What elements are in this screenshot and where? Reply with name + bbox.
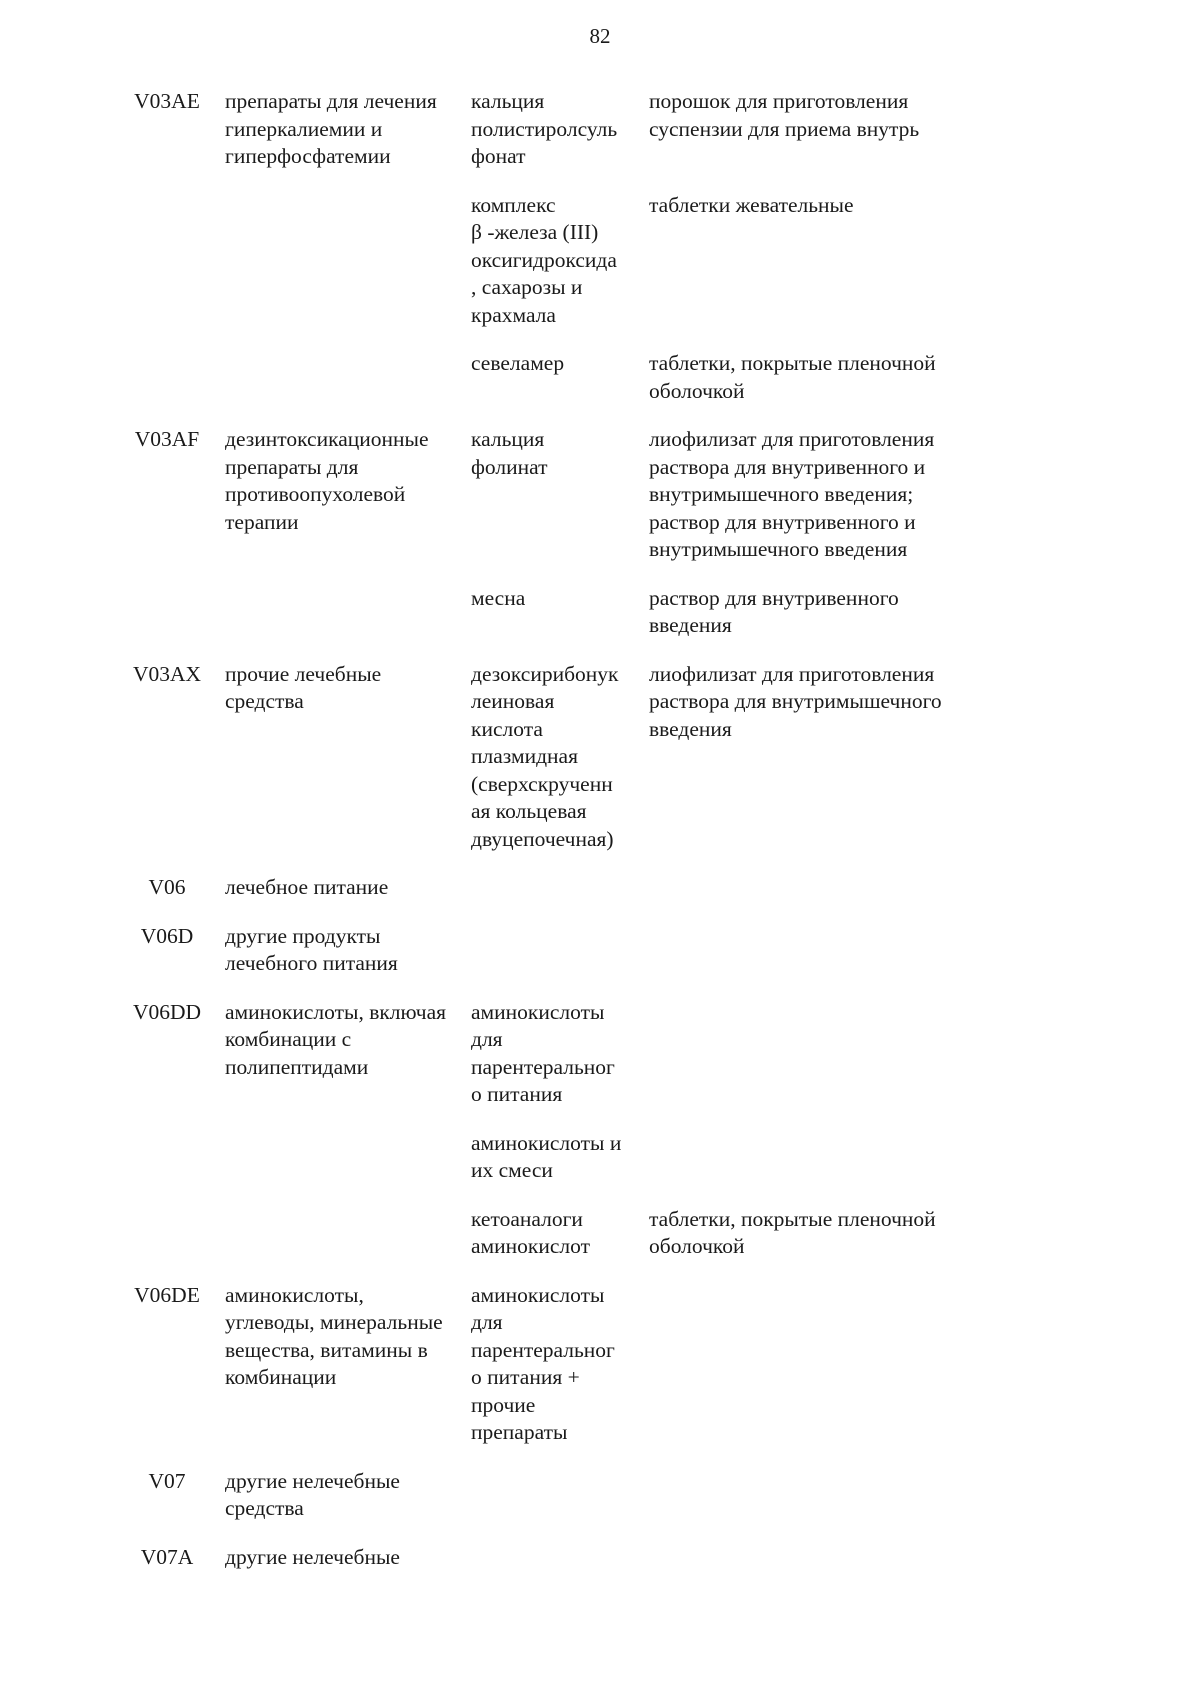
atc-code: V03AF [134,427,200,451]
drug-name [471,1544,649,1593]
drug-name: аминокислоты для парентеральног о питания [471,999,615,1106]
table-body [117,88,989,1592]
atc-group: другие нелечебные [225,1544,400,1569]
table-row [117,1282,989,1468]
table-row [117,1468,989,1544]
atc-group: дезинтоксикационные препараты для противоопухолевой терапии [225,427,429,534]
table-row [117,1206,989,1282]
dosage-form: таблетки жевательные [649,192,854,217]
drug-name: дезоксирибонук леиновая кислота плазмидная (сверхскрученн ая кольцевая двуцепочечная) [471,661,619,851]
dosage-form [649,1544,989,1593]
table-row [117,585,989,661]
drug-name [471,923,649,999]
drug-name: аминокислоты и их смеси [471,1130,622,1182]
atc-group: прочие лечебные средства [225,661,382,713]
atc-code [117,1130,217,1206]
dosage-form: раствор для внутривенного введения [649,585,899,637]
dosage-form [649,1468,989,1544]
table-row [117,350,989,426]
drug-name: кальция полистиролсуль фонат [471,89,618,168]
drug-name [471,874,649,923]
drug-name [471,1468,649,1544]
drug-name: аминокислоты для парентеральног о питания + прочие препараты [471,1282,615,1444]
dosage-form: таблетки, покрытые пленочной оболочкой [649,1206,936,1258]
drug-name: месна [471,585,526,610]
drug-name: кальция фолинат [471,427,548,479]
table-row [117,874,989,923]
atc-code [117,1206,217,1282]
atc-group: другие нелечебные средства [225,1468,400,1520]
dosage-form [649,923,989,999]
dosage-form: порошок для приготовления суспензии для приема внутрь [649,89,920,141]
table-row [117,1130,989,1206]
atc-code: V07A [140,1544,194,1569]
atc-code: V06D [140,923,194,948]
atc-group [217,1206,471,1282]
dosage-form [649,1282,989,1468]
atc-group: другие продукты лечебного питания [225,923,398,975]
atc-group: препараты для лечения гиперкалиемии и гиперфосфатемии [225,89,437,168]
medication-table [117,88,989,1592]
atc-code [117,585,217,661]
atc-group [217,192,471,351]
atc-group [217,350,471,426]
atc-code: V03AX [132,661,202,686]
dosage-form [649,1130,989,1206]
table-row [117,426,989,585]
atc-code [117,350,217,426]
table-row [117,1544,989,1593]
drug-name: севеламер [471,351,565,375]
atc-code: V07 [148,1468,186,1493]
drug-name: кетоаналоги аминокислот [471,1206,590,1258]
atc-code: V06 [148,875,186,899]
atc-code: V06DD [132,999,202,1024]
drug-name: комплекс β -железа (III) оксигидроксида , сахарозы и крахмала [471,192,617,327]
table-row [117,192,989,351]
atc-code: V06DE [134,1282,200,1307]
table-row [117,88,989,192]
table-row [117,923,989,999]
atc-group [217,585,471,661]
atc-group: лечебное питание [225,875,389,899]
dosage-form [649,999,989,1130]
dosage-form: лиофилизат для приготовления раствора для внутримышечного введения [649,661,942,741]
table-row [117,661,989,875]
dosage-form: лиофилизат для приготовления раствора для внутривенного и внутримышечного введения; раствор для внутривенного и внутримышечного введения [649,427,935,561]
table-row [117,999,989,1130]
atc-group: аминокислоты, углеводы, минеральные вещества, витамины в комбинации [225,1282,443,1389]
atc-code: V03AE [134,89,200,113]
atc-group [217,1130,471,1206]
page-number: 82 [589,24,611,48]
atc-group: аминокислоты, включая комбинации с полипептидами [225,999,447,1079]
dosage-form: таблетки, покрытые пленочной оболочкой [649,351,936,403]
dosage-form [649,874,989,923]
atc-code [117,192,217,351]
